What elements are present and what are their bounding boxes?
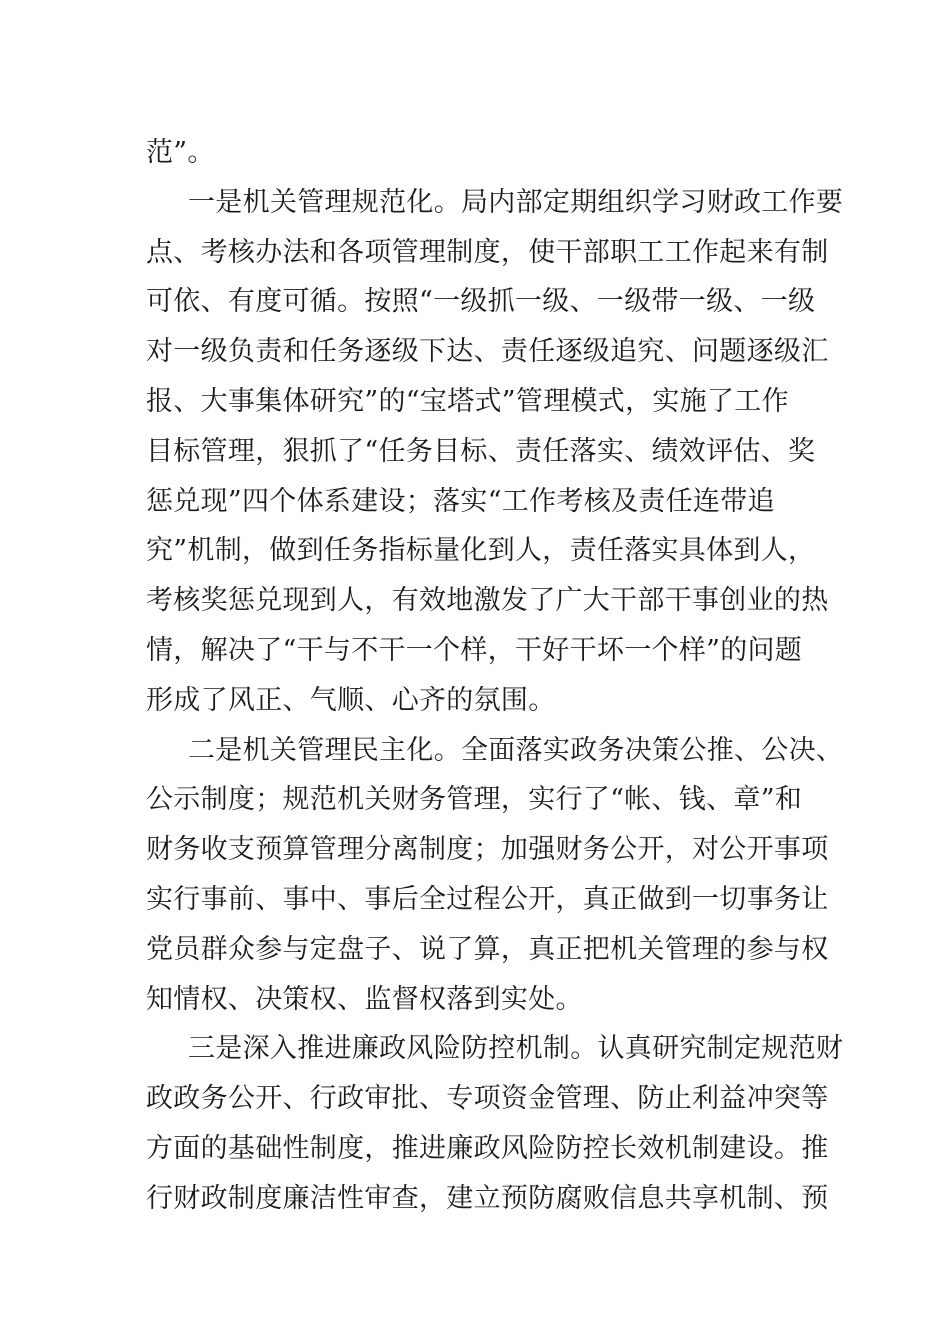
text-line: 情，解决了“干与不干一个样，干好干坏一个样”的问题 — [146, 634, 803, 666]
paragraph-continuation — [146, 128, 810, 178]
document-body — [146, 128, 844, 1224]
text-line: 公示制度；规范机关财务管理，实行了“帐、钱、章”和 — [146, 784, 803, 816]
text-line: 方面的基础性制度，推进廉政风险防控长效机制建设。推 — [146, 1132, 829, 1164]
text-line: 报、大事集体研究”的“宝塔式”管理模式，实施了工作 — [146, 385, 789, 417]
text-line: 目标管理，狠抓了“任务目标、责任落实、绩效评估、奖 — [146, 435, 816, 467]
text-line: 实行事前、事中、事后全过程公开，真正做到一切事务让 — [146, 883, 829, 915]
text-line: 知情权、决策权、监督权落到实处。 — [146, 983, 583, 1015]
text-line: 形成了风正、气顺、心齐的氛围。 — [146, 684, 556, 716]
text-line: 点、考核办法和各项管理制度，使干部职工工作起来有制 — [146, 236, 829, 268]
text-line: 党员群众参与定盘子、说了算，真正把机关管理的参与权 — [146, 933, 829, 965]
text-line: 究”机制，做到任务指标量化到人，责任落实具体到人， — [146, 535, 816, 567]
text-line: 一是机关管理规范化。局内部定期组织学习财政工作要 — [188, 186, 844, 218]
text-line: 对一级负责和任务逐级下达、责任逐级追究、问题逐级汇 — [146, 336, 829, 368]
text-line: 二是机关管理民主化。全面落实政务决策公推、公决、 — [188, 734, 844, 766]
text-line: 三是深入推进廉政风险防控机制。认真研究制定规范财 — [188, 1033, 844, 1065]
paragraph-anti-corruption-mechanism — [146, 1024, 844, 1223]
text-line: 考核奖惩兑现到人，有效地激发了广大干部干事创业的热 — [146, 585, 829, 617]
text-line: 行财政制度廉洁性审查，建立预防腐败信息共享机制、预 — [146, 1182, 829, 1214]
paragraph-management-democratization — [146, 726, 844, 1025]
text-line: 财务收支预算管理分离制度；加强财务公开，对公开事项 — [146, 834, 829, 866]
text-line: 惩兑现”四个体系建设；落实“工作考核及责任连带追 — [146, 485, 775, 517]
text-line: 可依、有度可循。按照“一级抓一级、一级带一级、一级 — [146, 286, 816, 318]
text-line: 政政务公开、行政审批、专项资金管理、防止利益冲突等 — [146, 1083, 829, 1115]
paragraph-management-standardization — [146, 178, 844, 726]
text-line: 范”。 — [146, 137, 215, 168]
